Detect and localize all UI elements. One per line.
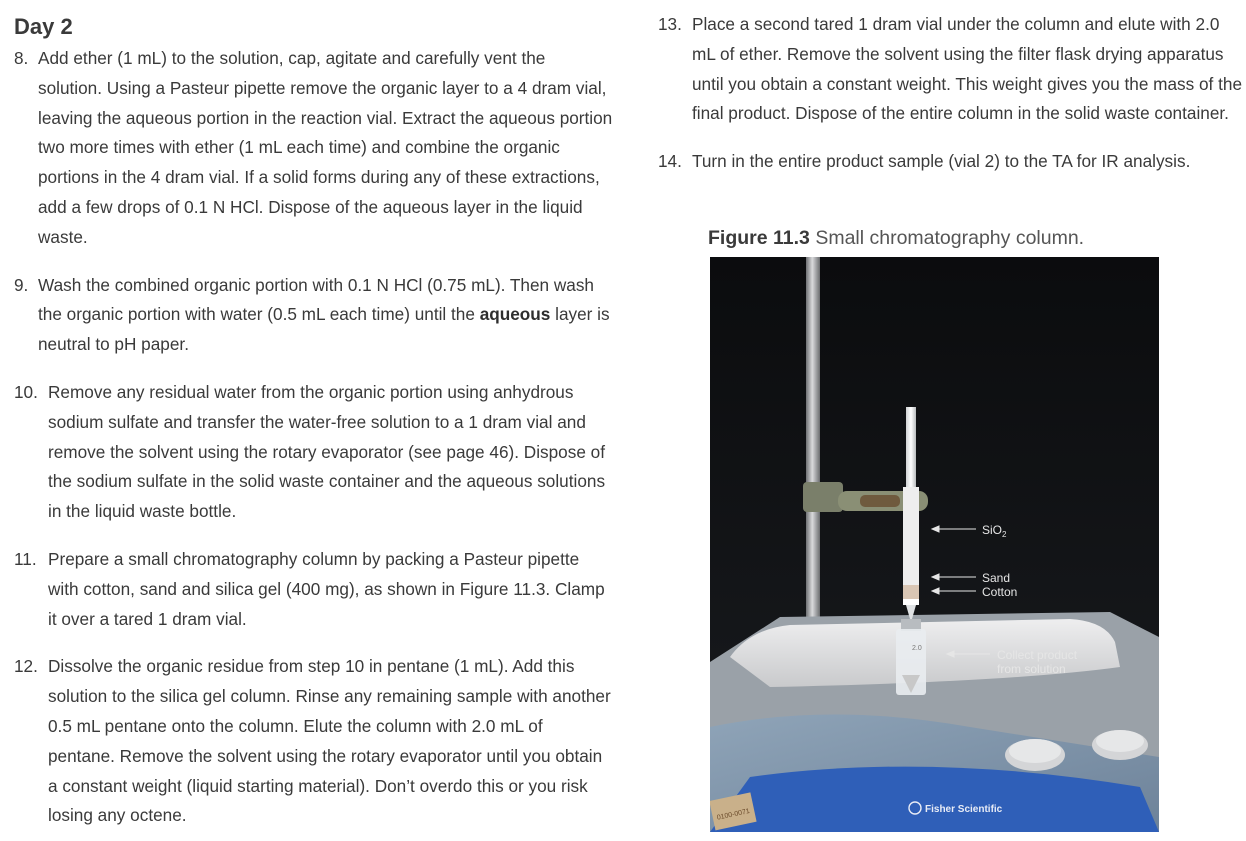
step-number: 8. — [14, 48, 29, 68]
knob-top — [1009, 739, 1061, 763]
chromatography-photo — [710, 257, 1159, 832]
step-number: 14. — [658, 151, 682, 172]
step-10 — [14, 378, 614, 527]
brand-label: Fisher Scientific — [925, 804, 1003, 815]
step-text-part: Wash the combined organic portion with 0.1 N HCl (0.75 mL). Then wash the organic portion with water (0.5 mL each time) until the — [38, 274, 594, 325]
right-column — [658, 10, 1244, 177]
day-heading: Day 2 — [14, 14, 73, 39]
step-number: 12. — [14, 656, 38, 677]
label-sand: Sand — [982, 571, 1011, 585]
clamp-grip — [860, 495, 900, 507]
step-text-part: layer is neutral to pH paper. — [38, 304, 610, 355]
clamp-holder — [803, 482, 843, 512]
cotton-layer — [903, 599, 919, 605]
bold-term: aqueous — [479, 304, 551, 325]
step-text — [14, 271, 614, 360]
step-text: Place a second tared 1 dram vial under the column and elute with 2.0 mL of ether. Remove the solvent using the filter flask drying apparatus until you obtain a constant weight. This weight gives you the mass of the final product. Dispose of the entire column in the solid waste container. — [692, 14, 1242, 124]
step-12 — [14, 652, 614, 831]
step-text: Prepare a small chromatography column by packing a Pasteur pipette with cotton, sand and silica gel (400 mg), as shown in Figure 11.3. Clamp it over a tared 1 dram vial. — [48, 548, 605, 629]
figure-photo — [710, 257, 1159, 832]
figure-title: Small chromatography column. — [815, 227, 1085, 249]
vial-mark: 2.0 — [912, 645, 922, 652]
step-11 — [14, 545, 614, 634]
pipette-top — [906, 407, 916, 497]
step-text: Dissolve the organic residue from step 10 in pentane (1 mL). Add this solution to the silica gel column. Rinse any remaining sample with another 0.5 mL pentane onto the column. Elute the column with 2.0 mL of pentane. Remove the solvent using the rotary evaporator until you obtain a constant weight (liquid starting material). Don’t overdo this or you risk losing any octene. — [48, 656, 611, 826]
step-13 — [658, 10, 1244, 129]
step-14 — [658, 147, 1244, 177]
step-text: Add ether (1 mL) to the solution, cap, agitate and carefully vent the solution. Using a Pasteur pipette remove the organic layer to a 4 dram vial, leaving the aqueous portion in the reaction vial. Extract the aqueous portion two more times with ether (1 mL each time) and combine the organic portions in the 4 dram vial. If a solid forms during any of these extractions, add a few drops of 0.1 N HCl. Dispose of the aqueous layer in the liquid waste. — [38, 48, 613, 247]
knob-top — [1096, 730, 1144, 752]
label-collect-2: from solution — [997, 662, 1066, 676]
label-sio2: SiO$_2$ — [982, 523, 1007, 539]
step-number: 10. — [14, 381, 38, 402]
step-text: Remove any residual water from the organic portion using anhydrous sodium sulfate and transfer the water-free solution to a 1 dram vial and remove the solvent using the rotary evaporator (see page 46). Dispose of the sodium sulfate in the solid waste container and the aqueous solutions in the liquid waste bottle. — [48, 381, 606, 522]
step-number: 13. — [658, 14, 682, 34]
step-number: 11. — [14, 548, 37, 569]
figure-label: Figure 11.3 — [708, 227, 810, 249]
figure-caption — [708, 224, 1084, 252]
step-number: 9. — [14, 274, 29, 295]
label-cotton: Cotton — [982, 585, 1018, 599]
step-text: Turn in the entire product sample (vial 2) to the TA for IR analysis. — [692, 151, 1191, 172]
sand-layer — [903, 585, 919, 599]
silica-gel — [903, 487, 919, 587]
step-9 — [14, 271, 614, 360]
sticker-text: 0100-0071 — [716, 807, 751, 822]
label-collect-1: Collect product — [997, 648, 1078, 662]
left-column — [14, 12, 614, 831]
step-8 — [14, 44, 614, 253]
